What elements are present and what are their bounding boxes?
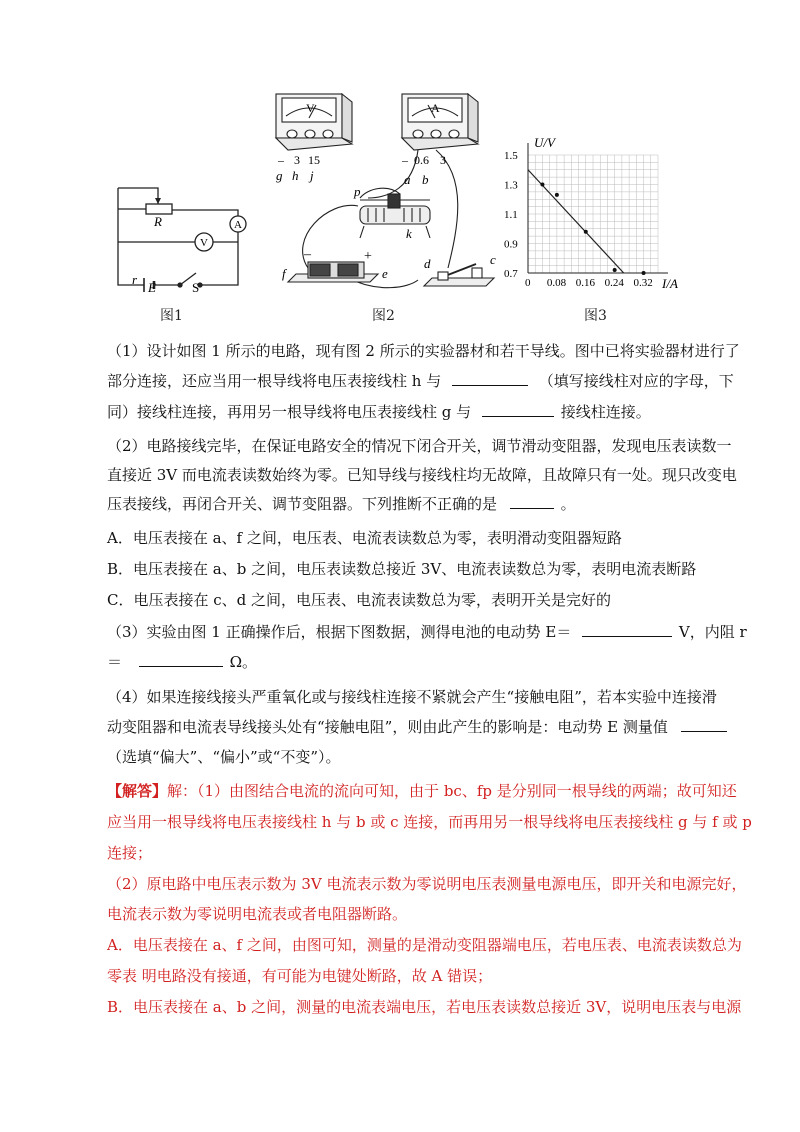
x-tick-label: 0.16 <box>575 277 596 289</box>
ammeter-terminal-3: 3 <box>440 153 446 167</box>
battery-minus: – <box>304 247 311 262</box>
q4-line3: （选填“偏大”、“偏小”或“不变”）。 <box>107 748 341 766</box>
q4-line2-text: 动变阻器和电流表导线接头处有“接触电阻”，则由此产生的影响是：电动势 E 测量值 <box>107 718 668 736</box>
q2-option-b: B．电压表接在 a、b 之间，电压表读数总接近 3V、电流表读数总为零，表明电流表断路 <box>107 560 697 578</box>
y-tick-label: 1.1 <box>504 209 518 221</box>
q3-line1-part-a: （3）实验由图 1 正确操作后，根据下图数据，测得电池的电动势 E＝ <box>107 623 572 641</box>
y-tick-label: 1.5 <box>504 150 518 162</box>
q1-line1: （1）设计如图 1 所示的电路，现有图 2 所示的实验器材和若干导线。图中已将实验器材进行了 <box>107 342 740 360</box>
battery-plus: + <box>364 249 372 264</box>
answer-line2: 应当用一根导线将电压表接线柱 h 与 b 或 c 连接，而再用另一根导线将电压表接线柱 g 与 f 或 p <box>107 813 752 831</box>
letter-a: a <box>404 172 411 187</box>
ammeter-terminal-0.6: 0.6 <box>414 153 429 167</box>
data-point <box>540 183 544 187</box>
answer-line5: 电流表示数为零说明电流表或者电阻器断路。 <box>107 905 408 923</box>
q2-line3-part-b: 。 <box>560 495 576 513</box>
q3-line2 <box>107 652 717 672</box>
label-ammeter: A <box>234 219 242 231</box>
y-tick-label: 0.7 <box>504 268 518 280</box>
q4-blank[interactable] <box>681 717 727 732</box>
data-point <box>642 271 646 275</box>
y-tick-label: 0.9 <box>504 238 518 251</box>
ammeter-terminal-neg: – <box>402 153 408 167</box>
figure-3-caption: 图3 <box>584 308 607 324</box>
q2-line2: 直接近 3V 而电流表读数始终为零。已知导线与接线柱均无故障，且故障只有一处。现只改变电 <box>107 466 737 484</box>
q3-blank-r[interactable] <box>139 652 223 667</box>
q3-blank-emf[interactable] <box>582 622 672 637</box>
x-tick-label: 0.08 <box>546 277 567 289</box>
letter-p: p <box>354 184 361 199</box>
q3-line1 <box>107 622 747 642</box>
q1-line2-part-b: （填写接线柱对应的字母，下 <box>538 372 734 390</box>
voltmeter-terminal-3: 3 <box>294 153 300 167</box>
letter-c: c <box>490 252 496 267</box>
letter-j: j <box>310 168 314 183</box>
q2-line1: （2）电路接线完毕，在保证电路安全的情况下闭合开关，调节滑动变阻器，发现电压表读数一 <box>107 437 732 455</box>
figure-2-apparatus <box>268 88 508 303</box>
y-tick-label: 1.3 <box>504 179 518 192</box>
letter-e: e <box>382 266 388 281</box>
data-point <box>613 268 617 272</box>
chart-xlabel: I/A <box>662 276 678 291</box>
q2-line3-part-a: 压表接线，再闭合开关、调节变阻器。下列推断不正确的是 <box>107 495 498 513</box>
q1-line3 <box>107 402 717 422</box>
figure-1-caption: 图1 <box>160 308 183 324</box>
data-point <box>584 230 588 234</box>
q1-line2 <box>107 371 734 391</box>
q3-line1-part-b: V，内阻 r <box>678 623 747 641</box>
q2-option-c: C．电压表接在 c、d 之间，电压表、电流表读数总为零，表明开关是完好的 <box>107 591 612 609</box>
q4-line1: （4）如果连接线接头严重氧化或与接线柱连接不紧就会产生“接触电阻”，若本实验中连接滑 <box>107 688 717 706</box>
q1-line3-part-b: 接线柱连接。 <box>560 403 651 421</box>
label-R: R <box>154 214 162 229</box>
letter-h: h <box>292 168 299 183</box>
q1-blank-h[interactable] <box>452 371 528 386</box>
figure-2-caption: 图2 <box>372 308 395 324</box>
letter-g: g <box>276 168 283 183</box>
answer-line7: 零表 明电路没有接通，有可能为电键处断路，故 A 错误； <box>107 967 493 985</box>
label-voltmeter: V <box>200 237 208 249</box>
letter-d: d <box>424 256 431 271</box>
label-E: E <box>148 280 156 295</box>
chart-ylabel: U/V <box>534 135 555 150</box>
q1-blank-g[interactable] <box>482 402 554 417</box>
q1-line3-part-a: 同）接线柱连接，再用另一根导线将电压表接线柱 g 与 <box>107 403 472 421</box>
answer-tag: 【解答】 <box>107 782 168 800</box>
figure-1-circuit <box>110 180 250 295</box>
ammeter-symbol: A <box>431 101 440 115</box>
label-S: S <box>192 280 200 295</box>
x-tick-label: 0.24 <box>604 277 624 289</box>
x-tick-label: 0.32 <box>633 277 653 289</box>
q3-line2-part-b: Ω。 <box>229 653 258 671</box>
answer-line3: 连接； <box>107 844 153 862</box>
q3-line2-part-a: ＝ <box>107 653 123 671</box>
q4-line2 <box>107 717 717 737</box>
letter-b: b <box>422 172 429 187</box>
voltmeter-terminal-neg: – <box>278 153 284 167</box>
letter-f: f <box>282 266 286 281</box>
answer-line8: B．电压表接在 a、b 之间，测量的电流表端电压，若电压表读数总接近 3V，说明电压表与电源 <box>107 998 742 1016</box>
voltmeter-terminal-15: 15 <box>308 153 320 167</box>
q2-option-a: A．电压表接在 a、f 之间，电压表、电流表读数总为零，表明滑动变阻器短路 <box>107 529 622 547</box>
x-tick-label: 0 <box>525 277 531 289</box>
q2-blank[interactable] <box>510 494 554 509</box>
voltmeter-symbol: V <box>306 101 315 115</box>
letter-k: k <box>406 226 412 241</box>
q2-line3 <box>107 494 717 514</box>
q1-line2-part-a: 部分连接，还应当用一根导线将电压表接线柱 h 与 <box>107 372 442 390</box>
answer-line1 <box>107 781 737 801</box>
answer-line6: A．电压表接在 a、f 之间，由图可知，测量的是滑动变阻器端电压，若电压表、电流表读数总为 <box>107 936 742 954</box>
label-r: r <box>132 272 138 287</box>
figure-3-chart <box>502 135 682 295</box>
answer-line4: （2）原电路中电压表示数为 3V 电流表示数为零说明电压表测量电源电压，即开关和电源完好， <box>107 875 747 893</box>
answer-line1-text: 解：（1）由图结合电流的流向可知，由于 bc、fp 是分别同一根导线的两端；故可知还 <box>167 782 737 800</box>
data-point <box>555 193 559 197</box>
